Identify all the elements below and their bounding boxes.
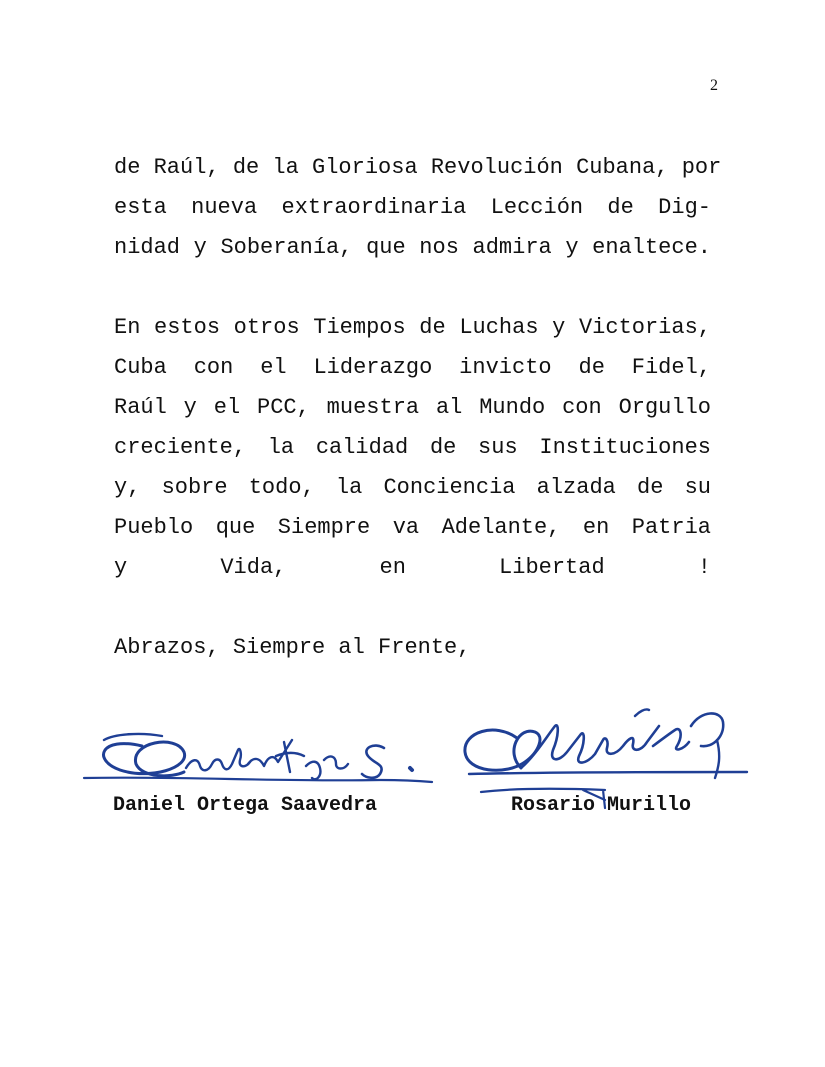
- text-line: Raúl y el PCC, muestra al Mundo con Orgullo: [114, 395, 711, 420]
- text-line: de Raúl, de la Gloriosa Revolución Cubana, por: [114, 155, 722, 180]
- letter-body: [114, 148, 722, 668]
- text-line: Cuba con el Liderazgo invicto de Fidel,: [114, 355, 711, 380]
- text-line: creciente, la calidad de sus Instituciones: [114, 435, 711, 460]
- paragraph-1: [114, 148, 722, 268]
- text-line: y, sobre todo, la Conciencia alzada de su: [114, 475, 711, 500]
- text-line: nidad y Soberanía, que nos admira y enaltece.: [114, 235, 711, 260]
- text-line: y Vida, en Libertad !: [114, 555, 711, 580]
- paragraph-2: [114, 308, 711, 588]
- closing-line: Abrazos, Siempre al Frente,: [114, 635, 471, 660]
- page-number: 2: [710, 77, 718, 94]
- text-line: Pueblo que Siempre va Adelante, en Patria: [114, 515, 711, 540]
- signatory-name-daniel-ortega: Daniel Ortega Saavedra: [113, 794, 378, 817]
- signature-daniel-ortega: [80, 712, 440, 798]
- text-line: En estos otros Tiempos de Luchas y Victorias,: [114, 315, 711, 340]
- signatory-name-rosario-murillo: Rosario Murillo: [511, 794, 692, 817]
- text-line: esta nueva extraordinaria Lección de Dig-: [114, 195, 711, 220]
